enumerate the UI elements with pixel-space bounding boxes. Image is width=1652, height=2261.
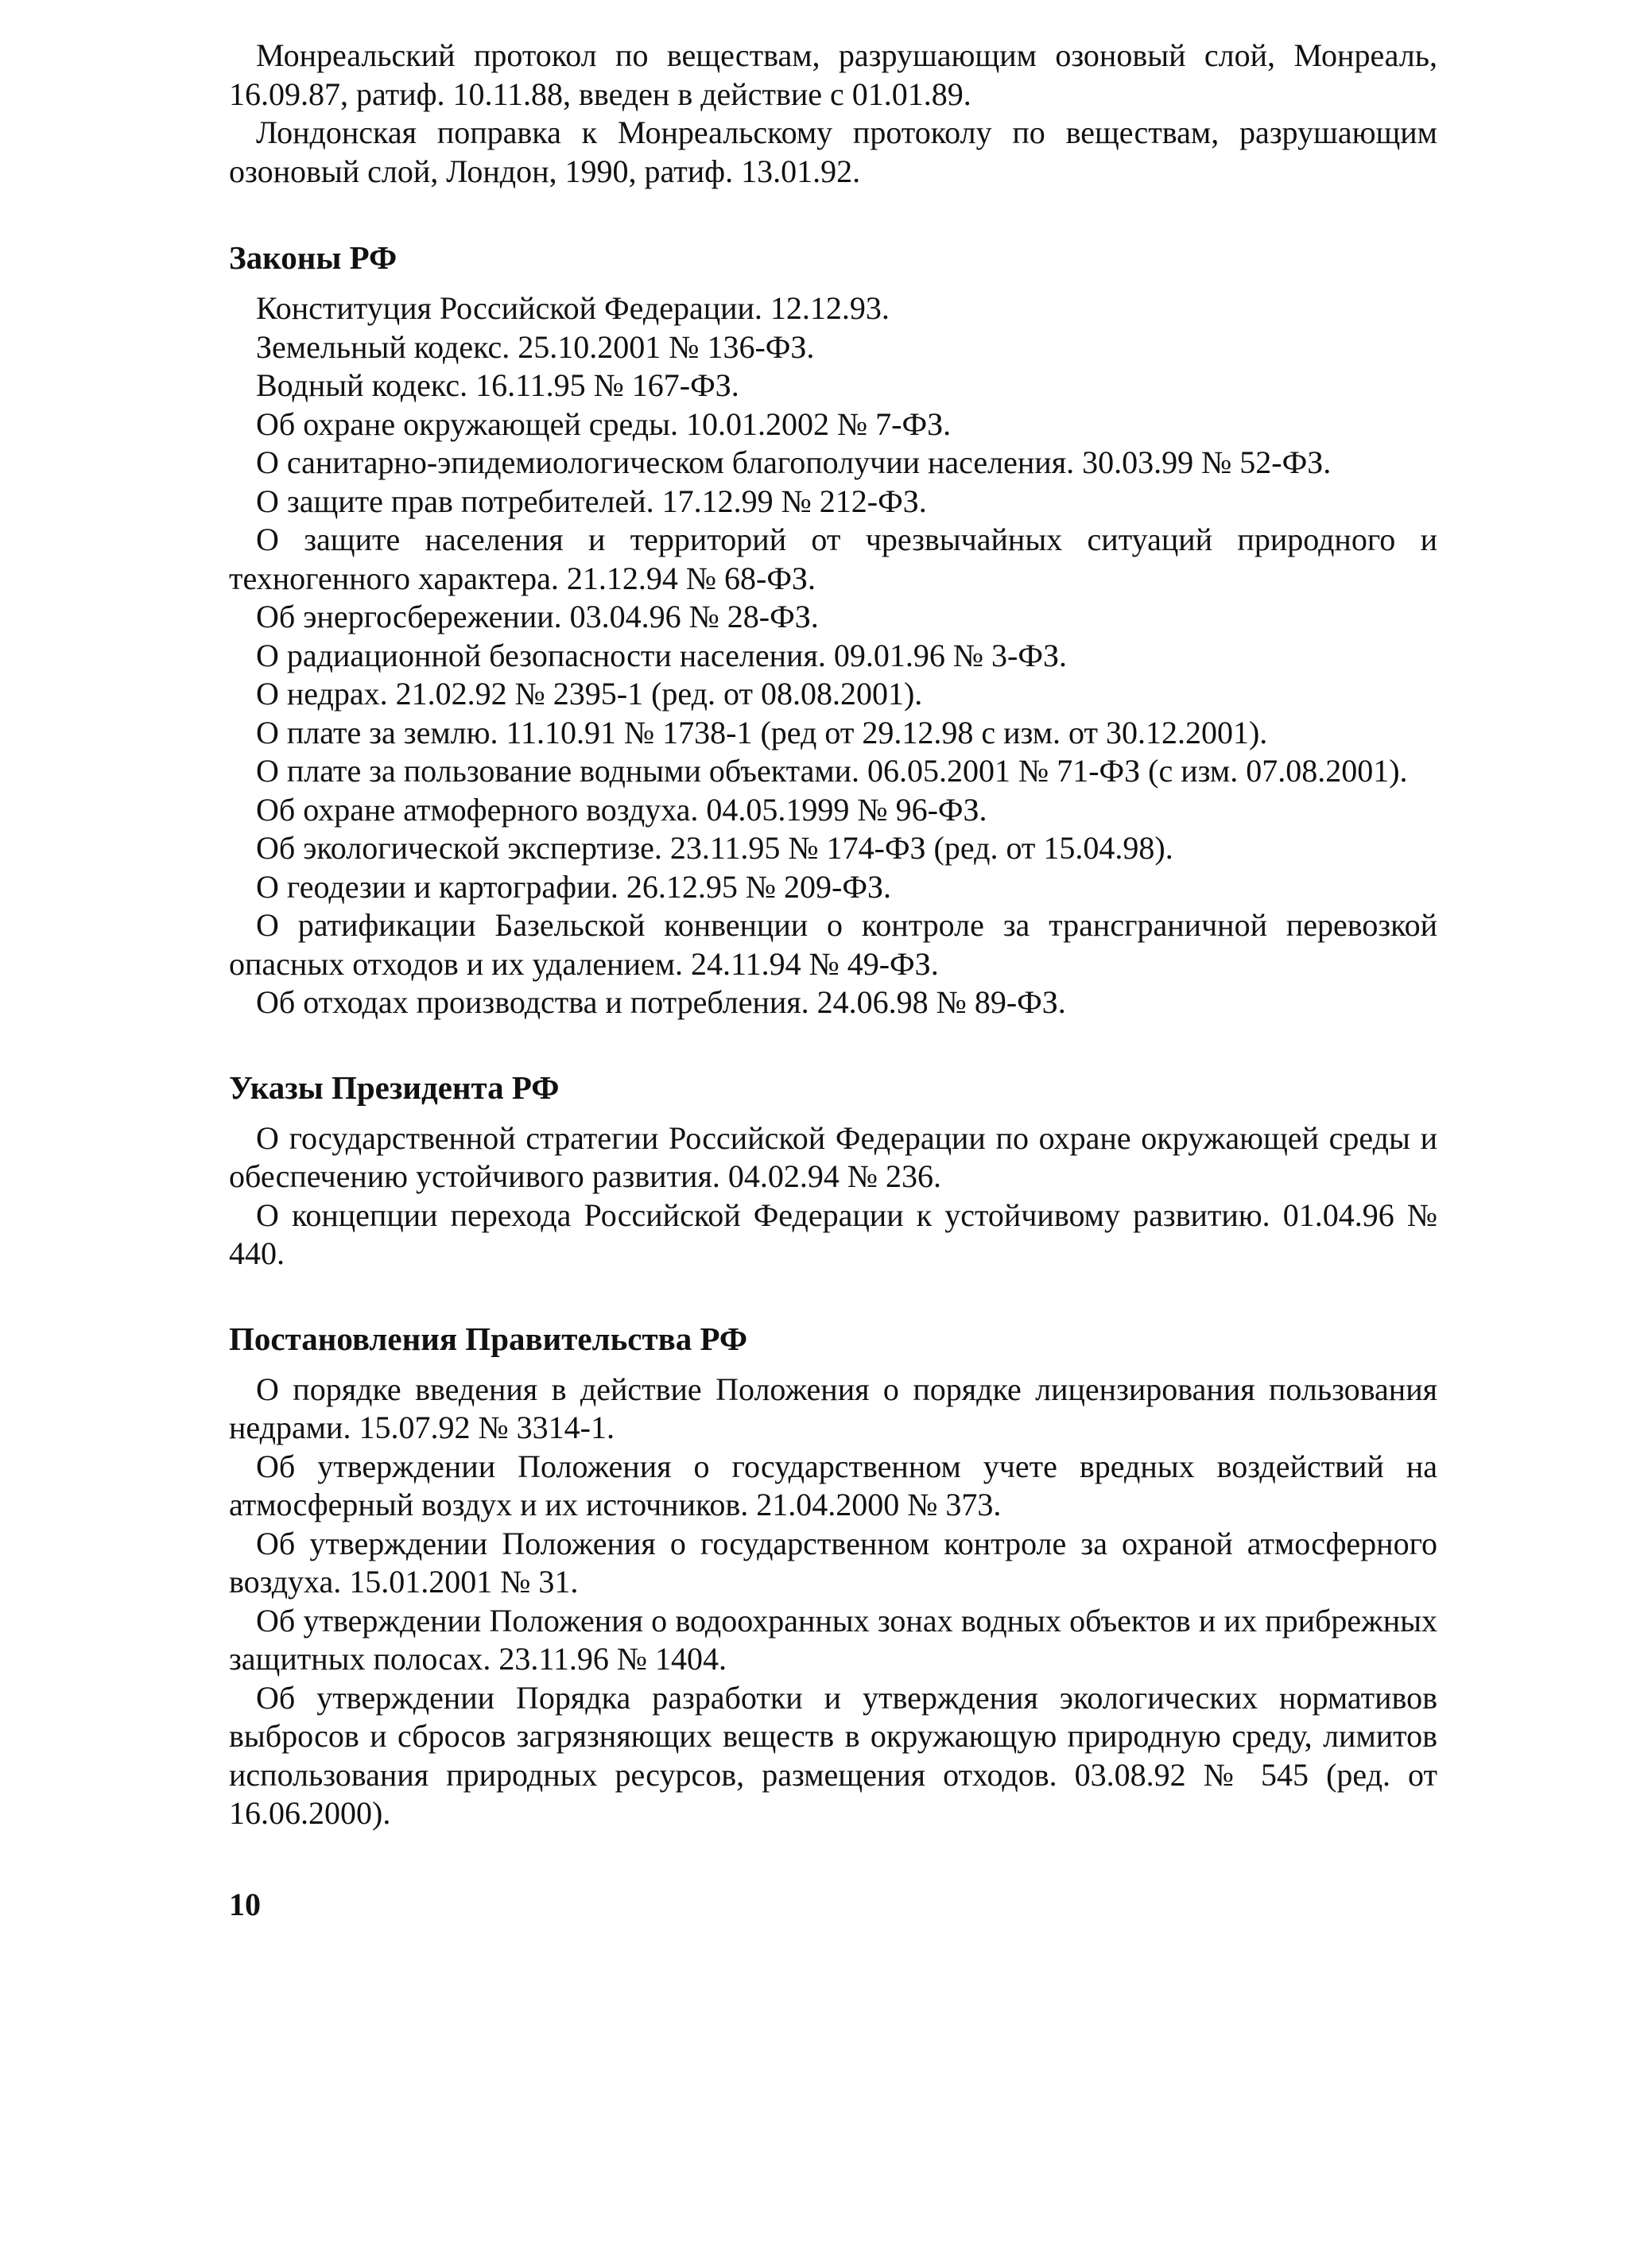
list-item: Об утверждении Положения о водоохранных зонах водных объектов и их прибрежных защитных полосах. 23.11.96 № 1404.: [229, 1602, 1437, 1677]
intro-section: [229, 37, 1437, 191]
list-item: Об экологической экспертизе. 23.11.95 № 174-ФЗ (ред. от 15.04.98).: [256, 830, 1173, 866]
intro-paragraph: Монреальский протокол по веществам, разрушающим озоновый слой, Монреаль, 16.09.87, ратиф. 10.11.88, введен в действие с 01.01.89.: [229, 37, 1437, 112]
section-heading-laws: Законы РФ: [229, 239, 397, 276]
list-item: Об энергосбережении. 03.04.96 № 28-ФЗ.: [256, 599, 819, 634]
section-heading-decrees: Указы Президента РФ: [229, 1068, 560, 1106]
intro-paragraph: Лондонская поправка к Монреальскому протоколу по веществам, разрушающим озоновый слой, Лондон, 1990, ратиф. 13.01.92.: [229, 114, 1437, 189]
list-item: Водный кодекс. 16.11.95 № 167-ФЗ.: [256, 367, 739, 403]
list-item: Земельный кодекс. 25.10.2001 № 136-ФЗ.: [256, 328, 815, 365]
list-item: О концепции перехода Российской Федерации к устойчивому развитию. 01.04.96 № 440.: [229, 1196, 1437, 1271]
list-item: О плате за землю. 11.10.91 № 1738-1 (ред от 29.12.98 с изм. от 30.12.2001).: [256, 714, 1268, 750]
page-number: 10: [229, 1887, 261, 1922]
list-item: Конституция Российской Федерации. 12.12.93.: [256, 290, 890, 326]
list-item: Об отходах производства и потребления. 24.06.98 № 89-ФЗ.: [256, 984, 1066, 1020]
list-item: О ратификации Базельской конвенции о контроле за трансграничной перевозкой опасных отходов и их удалением. 24.11.94 № 49-ФЗ.: [229, 907, 1437, 982]
document-page: [229, 37, 1437, 1833]
laws-list: [229, 289, 1437, 1022]
list-item: О защите населения и территорий от чрезвычайных ситуаций природного и техногенного характера. 21.12.94 № 68-ФЗ.: [229, 522, 1437, 596]
list-item: О радиационной безопасности населения. 09.01.96 № 3-ФЗ.: [256, 637, 1067, 673]
section-heading-resolutions: Постановления Правительства РФ: [229, 1320, 748, 1357]
list-item: О недрах. 21.02.92 № 2395-1 (ред. от 08.08.2001).: [256, 676, 923, 712]
list-item: О порядке введения в действие Положения о порядке лицензирования пользования недрами. 15.07.92 № 3314-1.: [229, 1371, 1437, 1445]
list-item: О плате за пользование водными объектами. 06.05.2001 № 71-ФЗ (с изм. 07.08.2001).: [256, 753, 1408, 789]
list-item: Об утверждении Положения о государственном учете вредных воздействий на атмосферный воздух и их источников. 21.04.2000 № 373.: [229, 1448, 1437, 1522]
decrees-list: [229, 1119, 1437, 1274]
list-item: Об утверждении Порядка разработки и утверждения экологических нормативов выбросов и сбросов загрязняющих веществ в окружающую природную среду, лимитов использования природных ресурсов, размещения отходов. 03.08.92 № 545 (ред. от 16.06.2000).: [229, 1679, 1437, 1831]
list-item: О санитарно-эпидемиологическом благополучии населения. 30.03.99 № 52-ФЗ.: [256, 444, 1332, 480]
resolutions-list: [229, 1371, 1437, 1833]
list-item: О защите прав потребителей. 17.12.99 № 212-ФЗ.: [256, 483, 927, 519]
list-item: Об охране окружающей среды. 10.01.2002 № 7-ФЗ.: [256, 405, 952, 442]
list-item: Об охране атмоферного воздуха. 04.05.1999 № 96-ФЗ.: [256, 791, 987, 828]
list-item: О геодезии и картографии. 26.12.95 № 209-ФЗ.: [256, 868, 892, 905]
list-item: Об утверждении Положения о государственном контроле за охраной атмосферного воздуха. 15.01.2001 № 31.: [229, 1525, 1437, 1600]
list-item: О государственной стратегии Российской Федерации по охране окружающей среды и обеспечению устойчивого развития. 04.02.94 № 236.: [229, 1119, 1437, 1194]
